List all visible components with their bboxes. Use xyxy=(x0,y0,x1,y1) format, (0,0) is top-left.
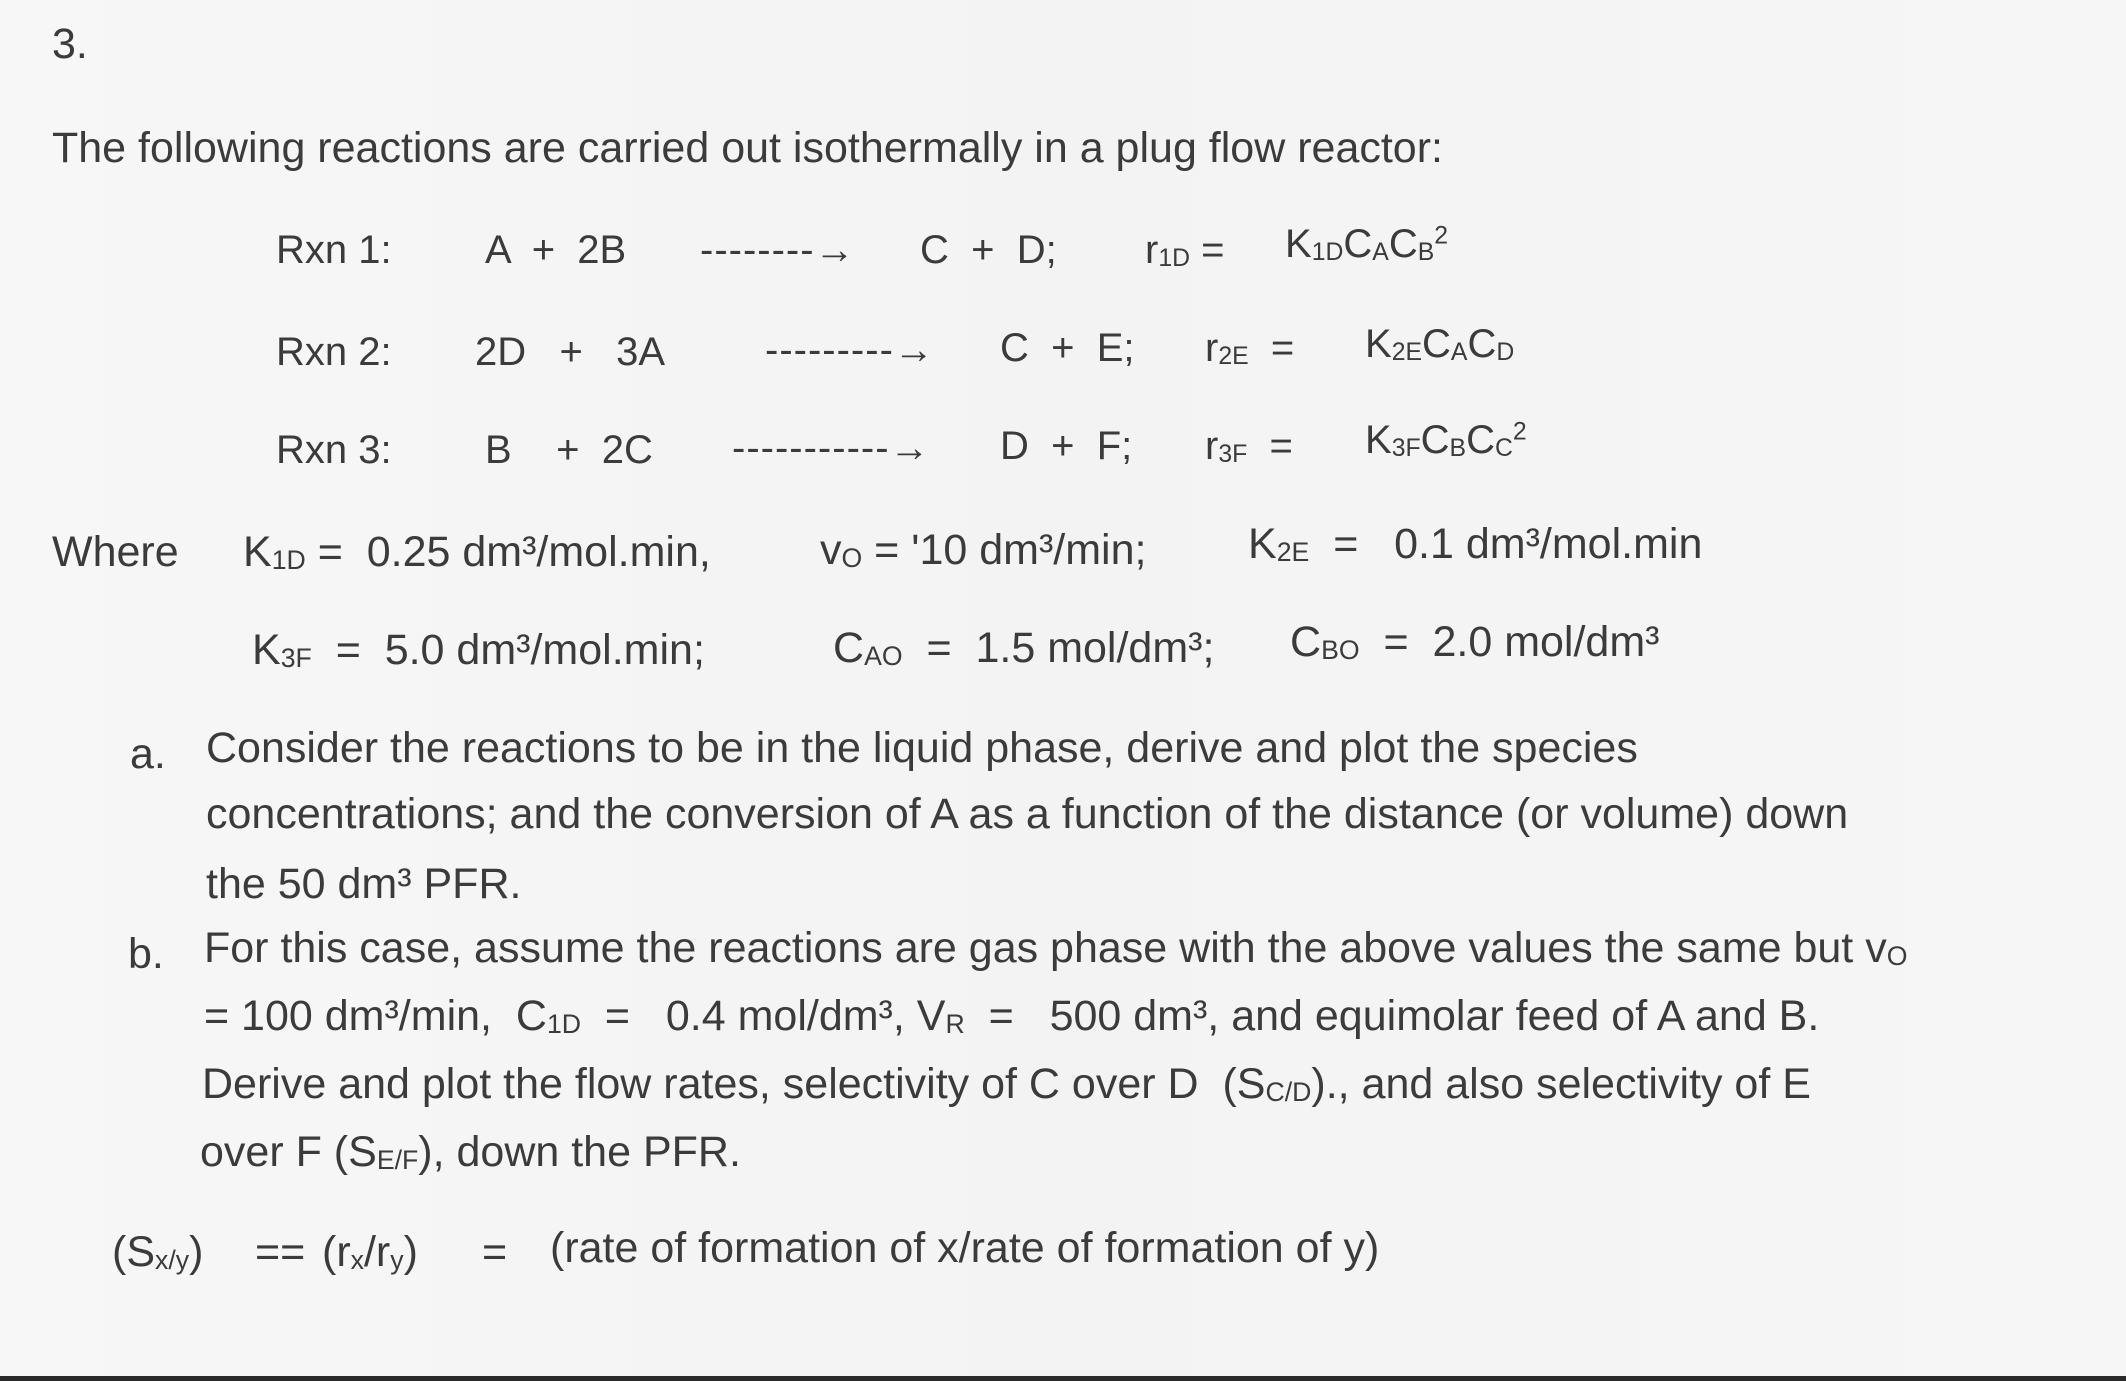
problem-intro: The following reactions are carried out isothermally in a plug flow reactor: xyxy=(52,124,1443,172)
rxn3-label: Rxn 3: xyxy=(276,428,392,472)
definition-text: (rate of formation of x/rate of formation of y) xyxy=(550,1224,1380,1272)
definition-eq2: = xyxy=(482,1228,508,1276)
rxn1-arrow: --------→ xyxy=(700,228,856,272)
rxn3-arrow: -----------→ xyxy=(732,426,931,470)
part-a-line1: Consider the reactions to be in the liquid phase, derive and plot the species xyxy=(206,724,1638,772)
part-b-line1: For this case, assume the reactions are gas phase with the above values the same but $v_O$ xyxy=(204,924,1908,972)
rate-ratio: $(r_x/r_y)$ xyxy=(322,1228,418,1276)
part-a-marker: a. xyxy=(130,730,166,778)
rxn3-products: D + F; xyxy=(1000,424,1133,468)
rxn1-rate: $r_{1D}$ = xyxy=(1145,228,1225,272)
rxn1-rate-law: $K_{1D}C_AC_B^2$ xyxy=(1285,222,1449,266)
rxn1-label: Rxn 1: xyxy=(276,228,392,272)
rxn2-reactants: 2D + 3A xyxy=(475,330,666,374)
part-b-line3: Derive and plot the flow rates, selectivity of C over D $(S_{C/D})$., and also selectivity of E xyxy=(202,1060,1811,1108)
definition-eq1: == xyxy=(255,1228,306,1276)
part-a-line2: concentrations; and the conversion of A as a function of the distance (or volume) down xyxy=(206,790,1849,838)
bottom-border xyxy=(0,1376,2126,1381)
problem-number: 3. xyxy=(52,20,88,68)
rxn1-reactants: A + 2B xyxy=(485,228,627,272)
rxn2-arrow: ---------→ xyxy=(765,328,935,372)
rxn2-products: C + E; xyxy=(1000,326,1135,370)
rxn3-rate: $r_{3F}$ = xyxy=(1205,424,1293,468)
rxn1-products: C + D; xyxy=(920,228,1057,272)
rxn3-reactants: B + 2C xyxy=(485,428,653,472)
param-cb0: $C_{BO} = 2.0$ mol/dm³ xyxy=(1290,618,1660,666)
where-label: Where xyxy=(52,528,179,576)
param-v0: $v_O$ = '10 dm³/min; xyxy=(820,526,1147,574)
param-k2e: $K_{2E} = 0.1$ dm³/mol.min xyxy=(1248,520,1703,568)
rxn3-rate-law: $K_{3F}C_BC_C^2$ xyxy=(1365,418,1527,462)
part-b-line2: = 100 dm³/min, $C_{1D} = 0.4$ mol/dm³, $V_R = 500$ dm³, and equimolar feed of A and B. xyxy=(204,992,1820,1040)
part-b-marker: b. xyxy=(128,930,164,978)
param-k1d: $K_{1D} = 0.25$ dm³/mol.min, xyxy=(243,528,711,576)
part-b-line4: over F $(S_{E/F})$, down the PFR. xyxy=(200,1128,741,1176)
param-ca0: $C_{AO} = 1.5$ mol/dm³; xyxy=(833,624,1215,672)
rxn2-label: Rxn 2: xyxy=(276,330,392,374)
part-a-line3: the 50 dm³ PFR. xyxy=(206,860,522,908)
rxn2-rate: $r_{2E}$ = xyxy=(1205,326,1295,370)
rxn2-rate-law: $K_{2E}C_AC_D$ xyxy=(1365,322,1515,366)
param-k3f: $K_{3F} = 5.0$ dm³/mol.min; xyxy=(252,626,705,674)
selectivity-symbol: $(S_{x/y})$ xyxy=(112,1228,204,1276)
